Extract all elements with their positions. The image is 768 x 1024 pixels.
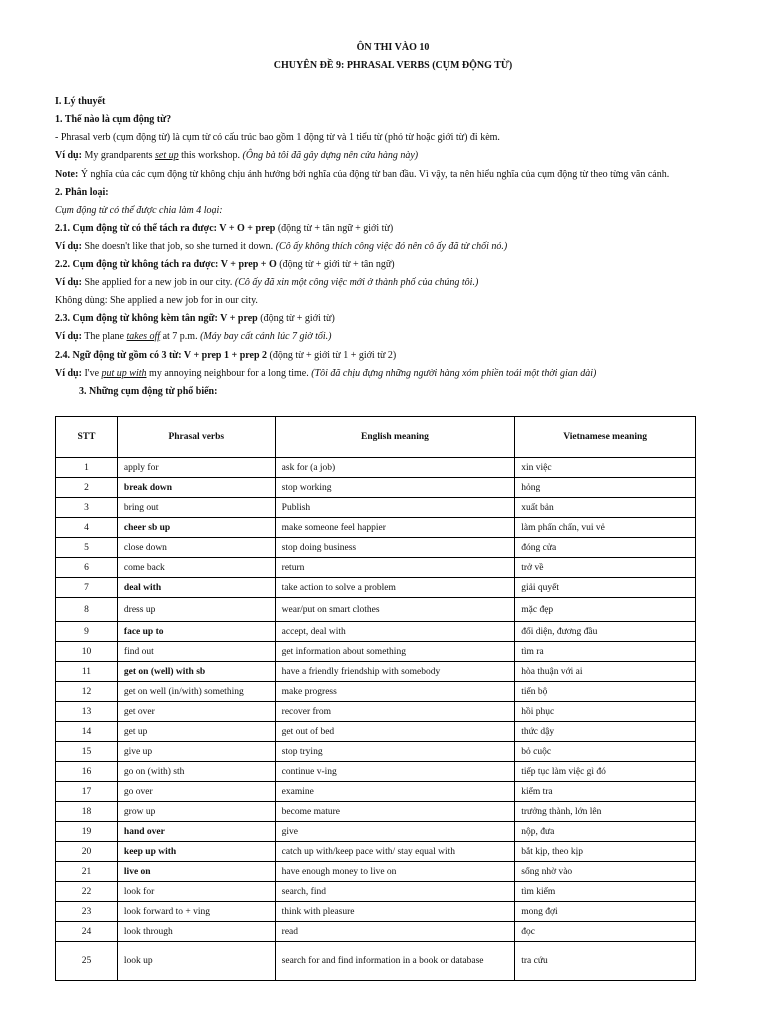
cell-stt: 4 [56, 518, 118, 538]
header-phrasal-verbs: Phrasal verbs [117, 417, 275, 458]
example-text: at 7 p.m. [160, 331, 201, 342]
example-text: The plane [81, 331, 127, 342]
cell-vietnamese-meaning: đóng cửa [515, 538, 696, 558]
cell-stt: 22 [56, 882, 118, 902]
cell-stt: 6 [56, 558, 118, 578]
table-row [56, 922, 696, 942]
cell-phrasal-verb: get on (well) with sb [117, 662, 275, 682]
table-row [56, 578, 696, 598]
cell-stt: 5 [56, 538, 118, 558]
cell-english-meaning: stop doing business [275, 538, 515, 558]
cell-vietnamese-meaning: làm phấn chấn, vui vẻ [515, 518, 696, 538]
type-3-example [55, 331, 728, 343]
question-1: 1. Thế nào là cụm động từ? [55, 114, 172, 125]
classification-intro: Cụm động từ có thể được chia làm 4 loại: [55, 205, 223, 216]
cell-stt: 15 [56, 742, 118, 762]
note [55, 169, 728, 181]
table-row [56, 642, 696, 662]
type-label: 2.3. Cụm động từ không kèm tân ngữ: V + prep [55, 313, 258, 324]
note-label: Note: [55, 169, 79, 180]
cell-vietnamese-meaning: tìm ra [515, 642, 696, 662]
cell-phrasal-verb: get on well (in/with) something [117, 682, 275, 702]
cell-english-meaning: search for and find information in a book or database [275, 942, 515, 981]
table-row [56, 842, 696, 862]
cell-stt: 7 [56, 578, 118, 598]
cell-stt: 16 [56, 762, 118, 782]
cell-phrasal-verb: bring out [117, 498, 275, 518]
cell-phrasal-verb: deal with [117, 578, 275, 598]
cell-phrasal-verb: give up [117, 742, 275, 762]
cell-stt: 9 [56, 622, 118, 642]
cell-phrasal-verb: dress up [117, 598, 275, 622]
table-row [56, 538, 696, 558]
example-text: my annoying neighbour for a long time. [146, 368, 312, 379]
table-header-row [56, 417, 696, 458]
example-text: She doesn't like that job, so she turned it down. [81, 241, 276, 252]
table-row [56, 742, 696, 762]
cell-vietnamese-meaning: hòa thuận với ai [515, 662, 696, 682]
cell-stt: 17 [56, 782, 118, 802]
cell-vietnamese-meaning: tiếp tục làm việc gì đó [515, 762, 696, 782]
cell-vietnamese-meaning: sống nhờ vào [515, 862, 696, 882]
example-phrase: put up with [101, 368, 147, 379]
cell-phrasal-verb: find out [117, 642, 275, 662]
type-1-example [55, 241, 728, 253]
cell-vietnamese-meaning: mong đợi [515, 902, 696, 922]
cell-phrasal-verb: look up [117, 942, 275, 981]
cell-english-meaning: make progress [275, 682, 515, 702]
type-2-bad-example: Không dùng: She applied a new job for in our city. [55, 295, 258, 306]
cell-english-meaning: search, find [275, 882, 515, 902]
cell-english-meaning: recover from [275, 702, 515, 722]
cell-phrasal-verb: grow up [117, 802, 275, 822]
cell-stt: 2 [56, 478, 118, 498]
cell-vietnamese-meaning: nộp, đưa [515, 822, 696, 842]
cell-english-meaning: accept, deal with [275, 622, 515, 642]
type-label: 2.1. Cụm động từ có thể tách ra được: V + O + prep [55, 223, 276, 234]
type-formula: : V + prep 1 + prep 2 [178, 350, 268, 361]
table-row [56, 882, 696, 902]
type-note: (động từ + giới từ) [257, 313, 335, 324]
cell-vietnamese-meaning: mặc đẹp [515, 598, 696, 622]
type-label: 2.2. Cụm động từ không tách ra được: V + prep + O [55, 259, 277, 270]
type-4 [55, 350, 728, 362]
cell-english-meaning: examine [275, 782, 515, 802]
cell-phrasal-verb: cheer sb up [117, 518, 275, 538]
cell-english-meaning: make someone feel happier [275, 518, 515, 538]
example-label: Ví dụ: [55, 331, 82, 342]
cell-stt: 18 [56, 802, 118, 822]
example-1 [55, 150, 728, 162]
example-translation: (Máy bay cất cánh lúc 7 giờ tối.) [200, 331, 332, 342]
table-row [56, 558, 696, 578]
cell-english-meaning: have a friendly friendship with somebody [275, 662, 515, 682]
type-1 [55, 223, 728, 235]
cell-phrasal-verb: apply for [117, 458, 275, 478]
cell-vietnamese-meaning: hồi phục [515, 702, 696, 722]
cell-vietnamese-meaning: bắt kịp, theo kịp [515, 842, 696, 862]
phrasal-verbs-table [55, 416, 696, 981]
cell-vietnamese-meaning: hỏng [515, 478, 696, 498]
cell-stt: 12 [56, 682, 118, 702]
example-phrase: set up [155, 150, 179, 161]
cell-stt: 23 [56, 902, 118, 922]
table-row [56, 762, 696, 782]
cell-stt: 14 [56, 722, 118, 742]
header-stt: STT [56, 417, 118, 458]
example-text: She applied for a new job in our city. [81, 277, 235, 288]
cell-english-meaning: stop working [275, 478, 515, 498]
note-text: Ý nghĩa của các cụm động từ không chịu ảnh hưởng bởi nghĩa của động từ ban đầu. Vì vậy, ta nên hiểu nghĩa của cụm động từ theo từng văn cảnh. [78, 169, 670, 180]
cell-phrasal-verb: close down [117, 538, 275, 558]
cell-english-meaning: stop trying [275, 742, 515, 762]
cell-stt: 20 [56, 842, 118, 862]
cell-stt: 24 [56, 922, 118, 942]
table-row [56, 478, 696, 498]
example-text: I've [81, 368, 102, 379]
cell-phrasal-verb: look forward to + ving [117, 902, 275, 922]
cell-phrasal-verb: break down [117, 478, 275, 498]
cell-stt: 13 [56, 702, 118, 722]
table-row [56, 662, 696, 682]
cell-english-meaning: wear/put on smart clothes [275, 598, 515, 622]
type-note: (động từ + giới từ 1 + giới từ 2) [267, 350, 397, 361]
type-2 [55, 259, 728, 271]
table-row [56, 862, 696, 882]
example-text: this workshop. [178, 150, 243, 161]
cell-vietnamese-meaning: trưởng thành, lớn lên [515, 802, 696, 822]
cell-english-meaning: get information about something [275, 642, 515, 662]
example-label: Ví dụ: [55, 368, 82, 379]
cell-english-meaning: catch up with/keep pace with/ stay equal with [275, 842, 515, 862]
cell-vietnamese-meaning: xuất bản [515, 498, 696, 518]
table-row [56, 942, 696, 981]
table-row [56, 682, 696, 702]
cell-phrasal-verb: face up to [117, 622, 275, 642]
cell-english-meaning: ask for (a job) [275, 458, 515, 478]
cell-stt: 11 [56, 662, 118, 682]
example-phrase: takes off [126, 331, 161, 342]
document-subtitle: CHUYÊN ĐỀ 9: PHRASAL VERBS (CỤM ĐỘNG TỪ) [273, 60, 513, 71]
cell-vietnamese-meaning: đối diện, đương đầu [515, 622, 696, 642]
table-row [56, 598, 696, 622]
table-row [56, 498, 696, 518]
cell-phrasal-verb: go on (with) sth [117, 762, 275, 782]
table-row [56, 702, 696, 722]
example-translation: (Cô ấy không thích công việc đó nên cô ấy đã từ chối nó.) [275, 241, 508, 252]
cell-vietnamese-meaning: kiểm tra [515, 782, 696, 802]
type-4-example [55, 368, 728, 380]
cell-stt: 1 [56, 458, 118, 478]
cell-phrasal-verb: live on [117, 862, 275, 882]
cell-english-meaning: think with pleasure [275, 902, 515, 922]
cell-vietnamese-meaning: giải quyết [515, 578, 696, 598]
table-row [56, 458, 696, 478]
table-row [56, 518, 696, 538]
question-3: 3. Những cụm động từ phổ biến: [79, 386, 218, 397]
cell-english-meaning: get out of bed [275, 722, 515, 742]
cell-phrasal-verb: hand over [117, 822, 275, 842]
cell-vietnamese-meaning: tìm kiếm [515, 882, 696, 902]
type-label: 2.4. Ngữ động từ gồm có 3 từ [55, 350, 179, 361]
question-2: 2. Phân loại: [55, 187, 109, 198]
cell-stt: 19 [56, 822, 118, 842]
cell-vietnamese-meaning: xin việc [515, 458, 696, 478]
cell-phrasal-verb: get up [117, 722, 275, 742]
cell-stt: 25 [56, 942, 118, 981]
table-row [56, 622, 696, 642]
cell-vietnamese-meaning: thức dậy [515, 722, 696, 742]
cell-vietnamese-meaning: tra cứu [515, 942, 696, 981]
example-text: My grandparents [81, 150, 155, 161]
table-row [56, 782, 696, 802]
table-row [56, 822, 696, 842]
example-label: Ví dụ: [55, 241, 82, 252]
header-vietnamese-meaning: Vietnamese meaning [515, 417, 696, 458]
cell-stt: 8 [56, 598, 118, 622]
table-row [56, 902, 696, 922]
cell-english-meaning: continue v-ing [275, 762, 515, 782]
table-row [56, 722, 696, 742]
cell-english-meaning: give [275, 822, 515, 842]
cell-phrasal-verb: keep up with [117, 842, 275, 862]
cell-vietnamese-meaning: bỏ cuộc [515, 742, 696, 762]
example-label: Ví dụ: [55, 150, 82, 161]
cell-phrasal-verb: get over [117, 702, 275, 722]
cell-phrasal-verb: come back [117, 558, 275, 578]
example-translation: (Tôi đã chịu đựng những người hàng xóm phiền toái một thời gian dài) [311, 368, 597, 379]
document-title: ÔN THI VÀO 10 [356, 42, 430, 53]
cell-english-meaning: return [275, 558, 515, 578]
cell-vietnamese-meaning: tiến bộ [515, 682, 696, 702]
example-translation: (Ông bà tôi đã gây dựng nên cửa hàng này) [242, 150, 419, 161]
cell-english-meaning: take action to solve a problem [275, 578, 515, 598]
header-english-meaning: English meaning [275, 417, 515, 458]
type-note: (động từ + tân ngữ + giới từ) [275, 223, 394, 234]
definition: - Phrasal verb (cụm động từ) là cụm từ có cấu trúc bao gồm 1 động từ và 1 tiểu từ (phó từ hoặc giới từ) đi kèm. [55, 132, 500, 143]
cell-english-meaning: become mature [275, 802, 515, 822]
cell-phrasal-verb: go over [117, 782, 275, 802]
type-3 [55, 313, 728, 325]
cell-stt: 10 [56, 642, 118, 662]
cell-phrasal-verb: look through [117, 922, 275, 942]
example-translation: (Cô ấy đã xin một công việc mới ở thành phố của chúng tôi.) [234, 277, 479, 288]
cell-phrasal-verb: look for [117, 882, 275, 902]
cell-stt: 3 [56, 498, 118, 518]
cell-stt: 21 [56, 862, 118, 882]
table-row [56, 802, 696, 822]
cell-vietnamese-meaning: trở về [515, 558, 696, 578]
section-theory: I. Lý thuyết [55, 96, 106, 107]
cell-english-meaning: Publish [275, 498, 515, 518]
cell-english-meaning: read [275, 922, 515, 942]
cell-vietnamese-meaning: đọc [515, 922, 696, 942]
type-2-example [55, 277, 728, 289]
example-label: Ví dụ: [55, 277, 82, 288]
type-note: (động từ + giới từ + tân ngữ) [276, 259, 395, 270]
cell-english-meaning: have enough money to live on [275, 862, 515, 882]
